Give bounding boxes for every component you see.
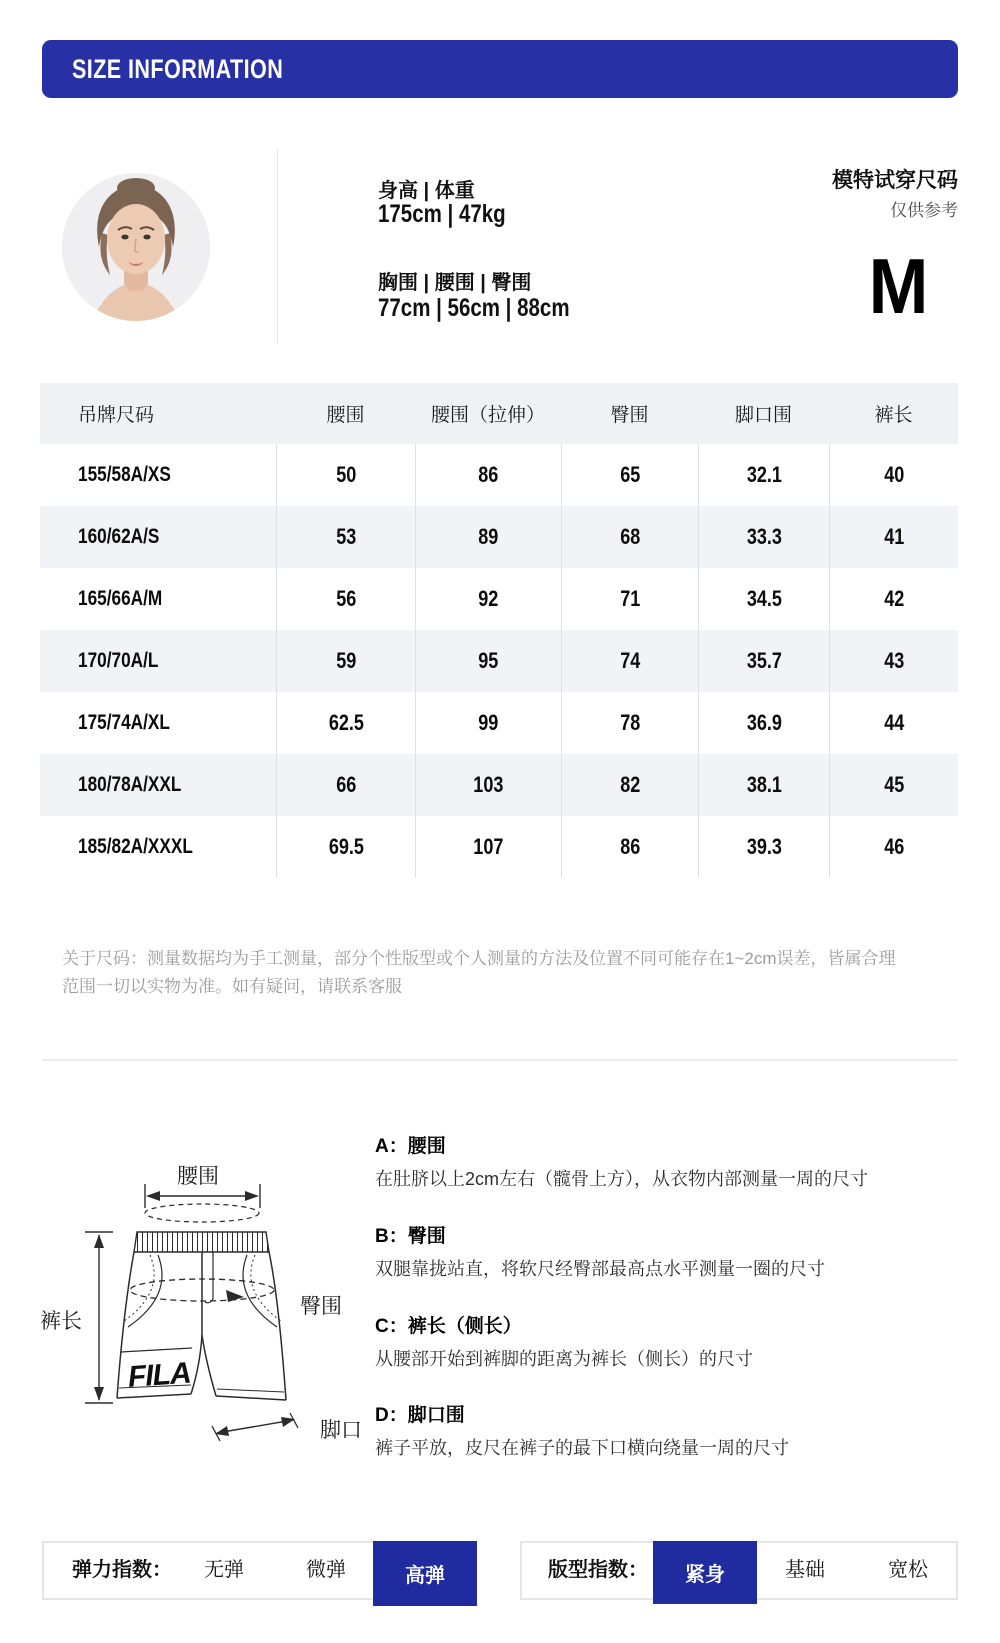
size-cell: 170/70A/L [78, 649, 159, 672]
fit-option-tight-active: 紧身 [653, 1541, 757, 1604]
page-title: SIZE INFORMATION [72, 54, 284, 84]
size-table-body [40, 444, 958, 878]
table-row [40, 692, 958, 754]
guide-heading: A：腰围 [375, 1136, 446, 1157]
size-note [62, 945, 896, 1001]
size-cell: 175/74A/XL [78, 711, 170, 734]
col-header-length: 裤长 [874, 405, 913, 426]
fit-option-loose: 宽松 [888, 1559, 928, 1581]
hem-label: 脚口 [320, 1419, 362, 1442]
model-fit-title: 模特试穿尺码 [832, 169, 958, 192]
value-cell: 40 [829, 444, 958, 506]
elasticity-option-none: 无弹 [204, 1559, 244, 1581]
guide-heading: D：脚口围 [375, 1405, 465, 1426]
size-note-line1: 关于尺码：测量数据均为手工测量，部分个性版型或个人测量的方法及位置不同可能存在1~2cm误差，皆属合理 [62, 949, 896, 968]
vertical-divider [277, 150, 278, 344]
value-cell: 78 [561, 692, 698, 754]
guide-item-hem [375, 1403, 965, 1461]
hip-label: 臀围 [300, 1295, 342, 1318]
bust-waist-hip-label: 胸围 | 腰围 | 臀围 [378, 272, 532, 294]
value-cell: 86 [561, 816, 698, 878]
table-row [40, 630, 958, 692]
guide-item-waist [375, 1134, 965, 1192]
value-cell: 92 [415, 568, 561, 630]
section-banner [42, 40, 958, 98]
fit-option-basic: 基础 [785, 1559, 825, 1581]
value-cell: 44 [829, 692, 958, 754]
value-cell: 107 [415, 816, 561, 878]
fit-index-box [520, 1541, 958, 1600]
size-cell: 165/66A/M [78, 587, 163, 610]
value-cell: 99 [415, 692, 561, 754]
model-portrait-illustration [62, 173, 210, 321]
value-cell: 32.1 [698, 444, 829, 506]
value-cell: 35.7 [698, 630, 829, 692]
value-cell: 45 [829, 754, 958, 816]
value-cell: 34.5 [698, 568, 829, 630]
value-cell: 89 [415, 506, 561, 568]
value-cell: 69.5 [276, 816, 415, 878]
fila-logo: FILA [126, 1356, 192, 1394]
value-cell: 71 [561, 568, 698, 630]
value-cell: 59 [276, 630, 415, 692]
size-cell: 160/62A/S [78, 525, 160, 548]
fit-index-label: 版型指数： [548, 1559, 648, 1581]
guide-desc: 从腰部开始到裤脚的距离为裤长（侧长）的尺寸 [375, 1349, 753, 1369]
guide-desc: 裤子平放，皮尺在裤子的最下口横向绕量一周的尺寸 [375, 1438, 789, 1458]
guide-heading: B：臀围 [375, 1226, 446, 1247]
value-cell: 68 [561, 506, 698, 568]
value-cell: 38.1 [698, 754, 829, 816]
elasticity-index-box [42, 1541, 477, 1600]
table-row [40, 568, 958, 630]
guide-item-hip [375, 1224, 965, 1282]
size-cell: 185/82A/XXXL [78, 835, 193, 858]
value-cell: 56 [276, 568, 415, 630]
value-cell: 41 [829, 506, 958, 568]
value-cell: 36.9 [698, 692, 829, 754]
size-note-line2: 范围一切以实物为准。如有疑问，请联系客服 [62, 977, 402, 996]
table-header-row [40, 383, 958, 444]
guide-desc: 在肚脐以上2cm左右（髋骨上方），从衣物内部测量一周的尺寸 [375, 1169, 869, 1189]
guide-item-length [375, 1314, 965, 1372]
value-cell: 103 [415, 754, 561, 816]
height-weight-value: 175cm | 47kg [378, 200, 506, 228]
table-row [40, 506, 958, 568]
value-cell: 42 [829, 568, 958, 630]
value-cell: 66 [276, 754, 415, 816]
table-row [40, 754, 958, 816]
col-header-waist-stretched: 腰围（拉伸） [430, 405, 545, 426]
section-divider [42, 1059, 958, 1061]
height-weight-label: 身高 | 体重 [378, 180, 475, 202]
value-cell: 33.3 [698, 506, 829, 568]
guide-heading: C：裤长（侧长） [375, 1316, 522, 1337]
value-cell: 43 [829, 630, 958, 692]
shorts-diagram [20, 1085, 380, 1460]
model-avatar [62, 173, 210, 321]
elasticity-option-slight: 微弹 [306, 1559, 346, 1581]
value-cell: 62.5 [276, 692, 415, 754]
guide-desc: 双腿靠拢站直，将软尺经臀部最高点水平测量一圈的尺寸 [375, 1259, 825, 1279]
length-label: 裤长 [40, 1310, 82, 1333]
value-cell: 86 [415, 444, 561, 506]
value-cell: 74 [561, 630, 698, 692]
size-cell: 180/78A/XXL [78, 773, 182, 796]
value-cell: 46 [829, 816, 958, 878]
value-cell: 50 [276, 444, 415, 506]
table-row [40, 816, 958, 878]
bust-waist-hip-value: 77cm | 56cm | 88cm [378, 294, 570, 322]
value-cell: 53 [276, 506, 415, 568]
waist-label: 腰围 [177, 1165, 219, 1188]
size-cell: 155/58A/XS [78, 463, 171, 486]
value-cell: 95 [415, 630, 561, 692]
table-row [40, 444, 958, 506]
elasticity-option-high-active: 高弹 [373, 1541, 477, 1606]
size-table [40, 383, 958, 878]
value-cell: 82 [561, 754, 698, 816]
model-fit-size: M [868, 242, 928, 330]
elasticity-index-label: 弹力指数： [72, 1559, 172, 1581]
col-header-hem: 脚口围 [734, 405, 792, 426]
model-fit-note: 仅供参考 [890, 201, 958, 220]
col-header-waist: 腰围 [326, 405, 365, 426]
col-header-hip: 臀围 [610, 405, 649, 426]
col-header-size: 吊牌尺码 [78, 405, 155, 426]
value-cell: 65 [561, 444, 698, 506]
value-cell: 39.3 [698, 816, 829, 878]
